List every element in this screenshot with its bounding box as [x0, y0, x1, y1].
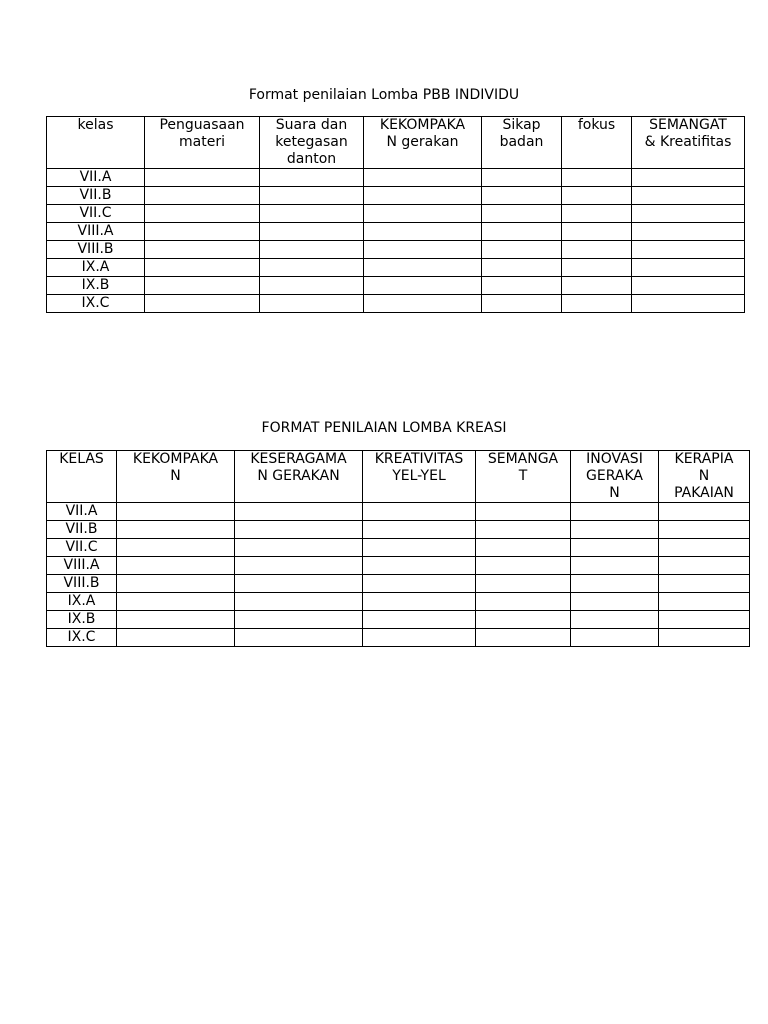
score-cell	[659, 575, 750, 593]
score-cell	[117, 611, 235, 629]
score-cell	[571, 611, 659, 629]
score-cell	[476, 593, 571, 611]
score-cell	[659, 557, 750, 575]
score-cell	[482, 223, 562, 241]
header-kelas	[47, 451, 117, 503]
header-kreativitas-yel-yel	[363, 451, 476, 503]
table-row	[47, 241, 745, 259]
score-cell	[632, 241, 745, 259]
score-cell	[482, 187, 562, 205]
row-label: IX.B	[47, 277, 145, 295]
score-cell	[476, 539, 571, 557]
score-cell	[476, 629, 571, 647]
header-sikap-badan	[482, 117, 562, 169]
score-cell	[364, 169, 482, 187]
header-kerapian-pakaian	[659, 451, 750, 503]
score-cell	[632, 223, 745, 241]
score-cell	[476, 557, 571, 575]
header-label: Penguasaan materi	[159, 117, 245, 150]
header-label: Suara dan ketegasan danton	[275, 117, 348, 167]
score-cell	[571, 593, 659, 611]
score-cell	[562, 277, 632, 295]
score-cell	[145, 187, 260, 205]
score-cell	[363, 575, 476, 593]
header-suara-ketegasan	[260, 117, 364, 169]
header-inovasi-gerakan	[571, 451, 659, 503]
table-row	[47, 503, 750, 521]
pbb-individu-table	[46, 116, 745, 313]
row-label: VIII.B	[47, 241, 145, 259]
score-cell	[145, 259, 260, 277]
score-cell	[476, 611, 571, 629]
row-label: VIII.A	[47, 223, 145, 241]
table-row	[47, 169, 745, 187]
header-kekompakan-gerakan	[364, 117, 482, 169]
row-label: IX.B	[47, 611, 117, 629]
table-row	[47, 223, 745, 241]
score-cell	[482, 169, 562, 187]
row-label: VII.C	[47, 539, 117, 557]
score-cell	[145, 277, 260, 295]
score-cell	[632, 277, 745, 295]
pbb-individu-title: Format penilaian Lomba PBB INDIVIDU	[248, 87, 520, 103]
score-cell	[632, 295, 745, 313]
score-cell	[364, 187, 482, 205]
table-row	[47, 575, 750, 593]
score-cell	[364, 295, 482, 313]
row-label: VII.B	[47, 521, 117, 539]
score-cell	[562, 223, 632, 241]
score-cell	[659, 629, 750, 647]
row-label: IX.C	[47, 629, 117, 647]
score-cell	[482, 295, 562, 313]
score-cell	[659, 521, 750, 539]
row-label: IX.A	[47, 259, 145, 277]
score-cell	[260, 259, 364, 277]
table-row	[47, 205, 745, 223]
row-label: IX.A	[47, 593, 117, 611]
header-label: KERAPIA N PAKAIAN	[674, 451, 734, 501]
score-cell	[145, 169, 260, 187]
score-cell	[632, 259, 745, 277]
header-keseragaman-gerakan	[235, 451, 363, 503]
score-cell	[364, 223, 482, 241]
header-label: KESERAGAMA N GERAKAN	[250, 451, 347, 484]
row-label: VIII.A	[47, 557, 117, 575]
score-cell	[632, 169, 745, 187]
score-cell	[363, 503, 476, 521]
score-cell	[476, 575, 571, 593]
score-cell	[235, 575, 363, 593]
header-fokus	[562, 117, 632, 169]
header-label: KELAS	[59, 451, 104, 467]
score-cell	[235, 593, 363, 611]
score-cell	[571, 575, 659, 593]
score-cell	[363, 611, 476, 629]
table-row	[47, 277, 745, 295]
score-cell	[363, 593, 476, 611]
score-cell	[659, 611, 750, 629]
score-cell	[364, 205, 482, 223]
score-cell	[562, 259, 632, 277]
score-cell	[571, 539, 659, 557]
score-cell	[659, 503, 750, 521]
table-header-row	[47, 117, 745, 169]
table-row	[47, 295, 745, 313]
table-row	[47, 611, 750, 629]
score-cell	[562, 187, 632, 205]
score-cell	[235, 539, 363, 557]
table-row	[47, 593, 750, 611]
table-row	[47, 521, 750, 539]
header-label: KEKOMPAKA N	[132, 451, 219, 484]
row-label: VII.B	[47, 187, 145, 205]
score-cell	[562, 205, 632, 223]
score-cell	[571, 557, 659, 575]
header-label: SEMANGAT & Kreatifitas	[644, 117, 732, 150]
header-label: KREATIVITAS YEL-YEL	[374, 451, 464, 484]
score-cell	[260, 187, 364, 205]
score-cell	[235, 503, 363, 521]
score-cell	[482, 277, 562, 295]
table-row	[47, 557, 750, 575]
score-cell	[562, 241, 632, 259]
score-cell	[363, 557, 476, 575]
score-cell	[364, 241, 482, 259]
row-label: VIII.B	[47, 575, 117, 593]
score-cell	[571, 521, 659, 539]
table-row	[47, 259, 745, 277]
row-label: VII.A	[47, 503, 117, 521]
score-cell	[117, 521, 235, 539]
score-cell	[117, 629, 235, 647]
score-cell	[117, 539, 235, 557]
header-label: INOVASI GERAKA N	[586, 451, 643, 501]
score-cell	[476, 503, 571, 521]
score-cell	[145, 205, 260, 223]
score-cell	[117, 575, 235, 593]
header-kekompakan	[117, 451, 235, 503]
score-cell	[476, 521, 571, 539]
header-kelas	[47, 117, 145, 169]
score-cell	[117, 593, 235, 611]
score-cell	[562, 295, 632, 313]
row-label: VII.C	[47, 205, 145, 223]
score-cell	[571, 629, 659, 647]
score-cell	[145, 223, 260, 241]
score-cell	[260, 205, 364, 223]
header-label: fokus	[577, 117, 616, 133]
header-label: SEMANGA T	[487, 451, 559, 484]
table-row	[47, 539, 750, 557]
score-cell	[363, 521, 476, 539]
score-cell	[235, 611, 363, 629]
score-cell	[260, 223, 364, 241]
header-label: kelas	[77, 117, 114, 133]
score-cell	[117, 503, 235, 521]
header-semangat-kreatifitas	[632, 117, 745, 169]
score-cell	[235, 557, 363, 575]
header-label: KEKOMPAKA N gerakan	[379, 117, 466, 150]
score-cell	[235, 629, 363, 647]
score-cell	[260, 295, 364, 313]
score-cell	[364, 277, 482, 295]
score-cell	[482, 241, 562, 259]
score-cell	[363, 539, 476, 557]
score-cell	[145, 241, 260, 259]
header-semangat	[476, 451, 571, 503]
header-penguasaan-materi	[145, 117, 260, 169]
table-row	[47, 187, 745, 205]
score-cell	[482, 259, 562, 277]
row-label: VII.A	[47, 169, 145, 187]
score-cell	[364, 259, 482, 277]
score-cell	[659, 539, 750, 557]
score-cell	[632, 205, 745, 223]
table-header-row	[47, 451, 750, 503]
score-cell	[260, 169, 364, 187]
score-cell	[117, 557, 235, 575]
score-cell	[632, 187, 745, 205]
score-cell	[145, 295, 260, 313]
score-cell	[260, 277, 364, 295]
header-label: Sikap badan	[499, 117, 544, 150]
score-cell	[363, 629, 476, 647]
row-label: IX.C	[47, 295, 145, 313]
score-cell	[571, 503, 659, 521]
score-cell	[659, 593, 750, 611]
score-cell	[562, 169, 632, 187]
lomba-kreasi-table	[46, 450, 750, 647]
lomba-kreasi-title: FORMAT PENILAIAN LOMBA KREASI	[261, 420, 507, 436]
score-cell	[235, 521, 363, 539]
score-cell	[482, 205, 562, 223]
score-cell	[260, 241, 364, 259]
table-row	[47, 629, 750, 647]
